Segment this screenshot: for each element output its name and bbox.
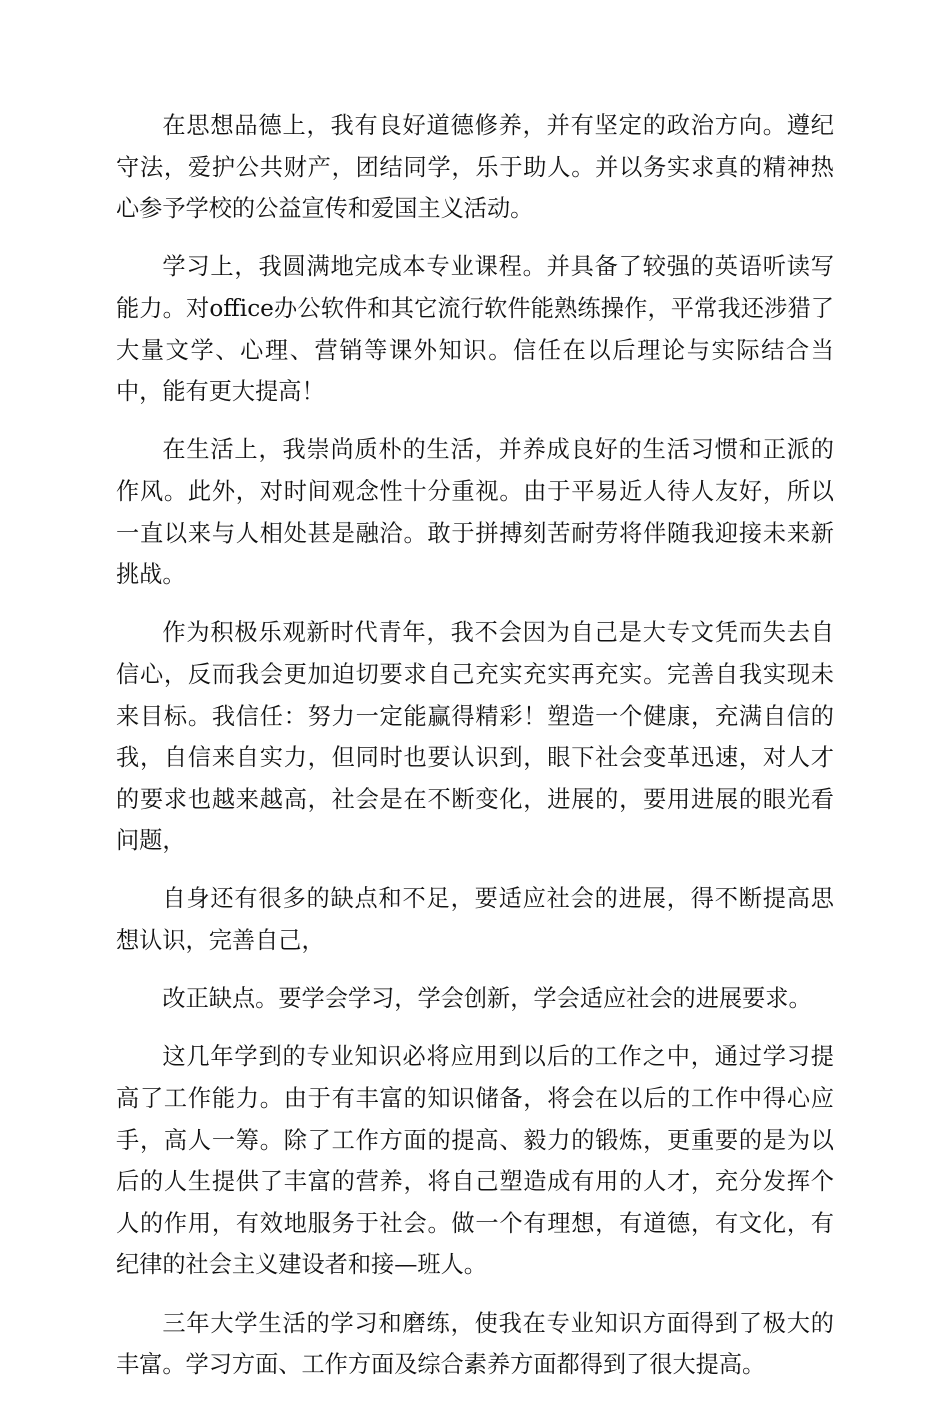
paragraph-study: 学习上，我圆满地完成本专业课程。并具备了较强的英语听读写能力。对office办公软件和其它流行软件能熟练操作，平常我还涉猎了大量文学、心理、营销等课外知识。信任在以后理论与实际结合当中，能有更大提高！: [116, 253, 834, 406]
paragraph-knowledge: 这几年学到的专业知识必将应用到以后的工作之中，通过学习提高了工作能力。由于有丰富的知识储备，将会在以后的工作中得心应手，高人一筹。除了工作方面的提高、毅力的锻炼，更重要的是为以后的人生提供了丰富的营养，将自己塑造成有用的人才，充分发挥个人的作用，有效地服务于社会。做一个有理想，有道德，有文化，有纪律的社会主义建设者和接—班人。: [116, 1043, 834, 1279]
paragraph-shortcomings: 自身还有很多的缺点和不足，要适应社会的进展，得不断提高思想认识，完善自己，: [116, 885, 834, 955]
paragraph-summary: 三年大学生活的学习和磨练，使我在专业知识方面得到了极大的丰富。学习方面、工作方面及综合素养方面都得到了很大提高。: [116, 1309, 834, 1379]
document-body: [116, 105, 834, 1402]
paragraph-youth: 作为积极乐观新时代青年，我不会因为自己是大专文凭而失去自信心，反而我会更加迫切要求自己充实充实再充实。完善自我实现未来目标。我信任：努力一定能赢得精彩！塑造一个健康，充满自信的我，自信来自实力，但同时也要认识到，眼下社会变革迅速，对人才的要求也越来越高，社会是在不断变化，进展的，要用进展的眼光看问题，: [116, 619, 834, 855]
paragraph-ideology: 在思想品德上，我有良好道德修养，并有坚定的政治方向。遵纪守法，爱护公共财产，团结同学，乐于助人。并以务实求真的精神热心参予学校的公益宣传和爱国主义活动。: [116, 112, 834, 223]
paragraph-life: 在生活上，我崇尚质朴的生活，并养成良好的生活习惯和正派的作风。此外，对时间观念性十分重视。由于平易近人待人友好，所以一直以来与人相处甚是融洽。敢于拼搏刻苦耐劳将伴随我迎接未来新挑战。: [116, 436, 834, 589]
paragraph-improve: 改正缺点。要学会学习，学会创新，学会适应社会的进展要求。: [162, 985, 812, 1013]
